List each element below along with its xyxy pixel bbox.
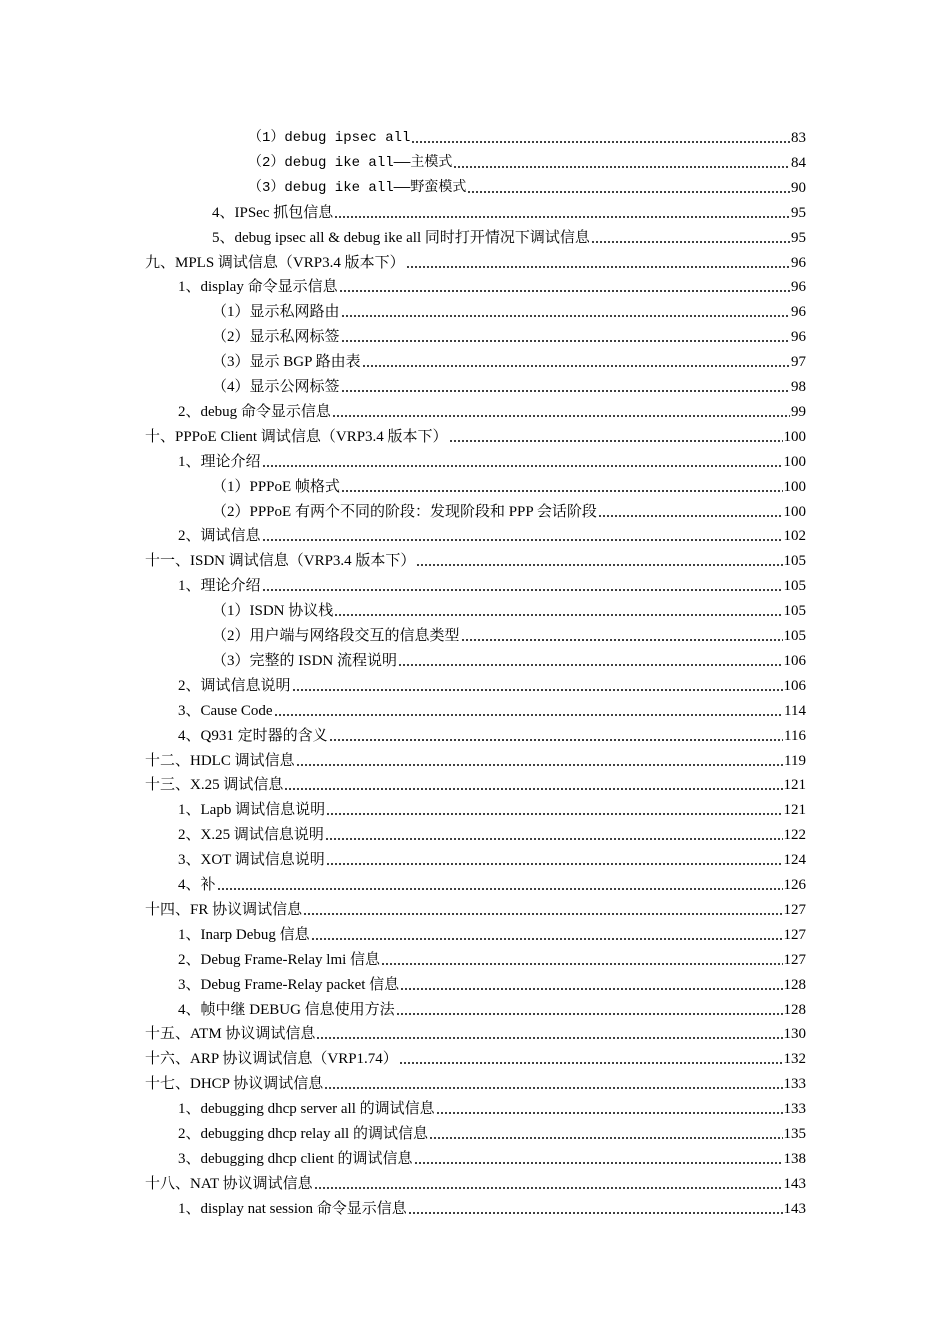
toc-entry-page-number: 105: [783, 553, 806, 569]
toc-entry[interactable]: [178, 572, 806, 596]
toc-entry-title: 4、帧中继 DEBUG 信息使用方法: [178, 1002, 395, 1018]
toc-entry[interactable]: [145, 771, 806, 795]
dot-leader: [591, 240, 790, 244]
toc-entry-title: 2、Debug Frame-Relay lmi 信息: [178, 952, 381, 968]
toc-entry-page-number: 102: [783, 528, 806, 544]
dot-leader: [429, 1136, 783, 1140]
toc-entry-title: （4）显示公网标签: [212, 379, 340, 395]
toc-entry-page-number: 105: [783, 603, 806, 619]
toc-entry-title: 十六、ARP 协议调试信息（VRP1.74）: [145, 1051, 398, 1067]
dot-leader: [341, 489, 783, 493]
dot-leader: [262, 464, 783, 468]
dot-leader: [414, 1161, 783, 1165]
toc-entry[interactable]: [178, 821, 806, 845]
toc-entry-page-number: 124: [783, 852, 806, 868]
toc-entry-page-number: 95: [791, 205, 806, 221]
toc-entry[interactable]: [145, 547, 806, 571]
toc-entry-page-number: 130: [783, 1026, 806, 1042]
dot-leader: [326, 862, 783, 866]
toc-entry-page-number: 138: [783, 1151, 806, 1167]
toc-entry[interactable]: [178, 722, 806, 746]
toc-entry-page-number: 100: [783, 454, 806, 470]
dot-leader: [316, 1036, 782, 1040]
toc-entry[interactable]: [178, 522, 806, 546]
dot-leader: [217, 887, 783, 891]
toc-entry[interactable]: [178, 448, 806, 472]
dot-leader: [303, 912, 782, 916]
dot-leader: [311, 937, 783, 941]
dot-leader: [274, 713, 783, 717]
toc-entry-title: 1、Lapb 调试信息说明: [178, 802, 326, 818]
toc-entry-page-number: 96: [791, 255, 806, 271]
dot-leader: [400, 987, 782, 991]
toc-entry-title: （1）ISDN 协议栈: [212, 603, 334, 619]
toc-entry-page-number: 121: [783, 802, 806, 818]
toc-entry[interactable]: [145, 1170, 806, 1194]
dot-leader: [292, 688, 783, 692]
toc-entry-page-number: 122: [783, 827, 806, 843]
toc-entry[interactable]: [248, 124, 806, 148]
toc-entry-title: 2、debug 命令显示信息: [178, 404, 331, 420]
toc-entry-title: 十四、FR 协议调试信息: [145, 902, 303, 918]
toc-entry-title: （2）debug ike all——主模式: [248, 155, 453, 171]
toc-entry-title: 1、理论介绍: [178, 578, 261, 594]
toc-entry[interactable]: [178, 871, 806, 895]
toc-entry-page-number: 127: [783, 952, 806, 968]
dot-leader: [324, 1086, 782, 1090]
dot-leader: [332, 414, 790, 418]
toc-entry[interactable]: [178, 921, 806, 945]
toc-entry[interactable]: [178, 846, 806, 870]
toc-entry-page-number: 106: [783, 653, 806, 669]
toc-entry-title: 十一、ISDN 调试信息（VRP3.4 版本下）: [145, 553, 416, 569]
dot-leader: [398, 663, 782, 667]
dot-leader: [326, 812, 782, 816]
dot-leader: [262, 588, 783, 592]
toc-entry-page-number: 96: [791, 329, 806, 345]
toc-entry[interactable]: [248, 174, 806, 198]
toc-entry-page-number: 114: [784, 703, 806, 719]
dot-leader: [449, 439, 783, 443]
toc-entry-page-number: 121: [783, 777, 806, 793]
toc-entry-title: 1、display 命令显示信息: [178, 279, 338, 295]
toc-entry-page-number: 97: [791, 354, 806, 370]
dot-leader: [334, 215, 790, 219]
toc-entry-page-number: 84: [791, 155, 806, 171]
toc-entry-page-number: 83: [791, 130, 806, 146]
toc-entry[interactable]: [212, 323, 806, 347]
toc-entry[interactable]: [178, 273, 806, 297]
dot-leader: [436, 1111, 783, 1115]
toc-entry[interactable]: [212, 473, 806, 497]
toc-entry[interactable]: [212, 199, 806, 223]
dot-leader: [411, 140, 790, 144]
dot-leader: [461, 638, 783, 642]
toc-entry[interactable]: [178, 996, 806, 1020]
toc-entry-title: 十二、HDLC 调试信息: [145, 753, 295, 769]
toc-entry-page-number: 128: [783, 1002, 806, 1018]
toc-entry-title: 4、IPSec 抓包信息: [212, 205, 334, 221]
toc-entry[interactable]: [178, 697, 806, 721]
toc-entry-page-number: 98: [791, 379, 806, 395]
toc-entry-title: （1）PPPoE 帧格式: [212, 479, 340, 495]
toc-entry-title: （3）完整的 ISDN 流程说明: [212, 653, 398, 669]
toc-entry-page-number: 96: [791, 304, 806, 320]
toc-entry-page-number: 127: [783, 927, 806, 943]
toc-entry[interactable]: [178, 672, 806, 696]
toc-entry-page-number: 100: [783, 504, 806, 520]
toc-entry-title: 2、debugging dhcp relay all 的调试信息: [178, 1126, 428, 1142]
toc-entry-title: 2、调试信息: [178, 528, 261, 544]
dot-leader: [399, 1061, 783, 1065]
toc-entry-title: 十三、X.25 调试信息: [145, 777, 284, 793]
dot-leader: [362, 364, 790, 368]
toc-entry-title: （1）显示私网路由: [212, 304, 340, 320]
toc-entry-title: 1、Inarp Debug 信息: [178, 927, 310, 943]
toc-entry[interactable]: [178, 1145, 806, 1169]
dot-leader: [284, 787, 782, 791]
toc-entry-title: 2、调试信息说明: [178, 678, 291, 694]
toc-entry[interactable]: [248, 149, 806, 173]
dot-leader: [408, 1211, 783, 1215]
toc-entry-title: （3）显示 BGP 路由表: [212, 354, 361, 370]
toc-entry[interactable]: [145, 423, 806, 447]
toc-entry-page-number: 116: [784, 728, 806, 744]
dot-leader: [314, 1186, 783, 1190]
toc-entry-title: 十五、ATM 协议调试信息: [145, 1026, 316, 1042]
dot-leader: [467, 190, 790, 194]
toc-entry[interactable]: [178, 946, 806, 970]
toc-entry-title: 4、补: [178, 877, 216, 893]
toc-entry[interactable]: [212, 298, 806, 322]
toc-entry-page-number: 100: [783, 479, 806, 495]
toc-entry-title: （2）PPPoE 有两个不同的阶段：发现阶段和 PPP 会话阶段: [212, 504, 597, 520]
toc-entry-title: 5、debug ipsec all & debug ike all 同时打开情况下调试信息: [212, 230, 590, 246]
toc-entry[interactable]: [212, 647, 806, 671]
dot-leader: [325, 837, 783, 841]
toc-entry[interactable]: [178, 1095, 806, 1119]
toc-entry-page-number: 96: [791, 279, 806, 295]
toc-entry-page-number: 105: [783, 578, 806, 594]
toc-entry[interactable]: [145, 1070, 806, 1094]
toc-entry-title: 十八、NAT 协议调试信息: [145, 1176, 313, 1192]
toc-entry-title: 2、X.25 调试信息说明: [178, 827, 324, 843]
toc-entry[interactable]: [145, 249, 806, 273]
dot-leader: [339, 289, 790, 293]
toc-entry-title: 九、MPLS 调试信息（VRP3.4 版本下）: [145, 255, 405, 271]
toc-entry-page-number: 100: [783, 429, 806, 445]
dot-leader: [381, 962, 782, 966]
dot-leader: [341, 389, 790, 393]
dot-leader: [296, 763, 783, 767]
toc-entry-title: （2）用户端与网络段交互的信息类型: [212, 628, 460, 644]
toc-entry[interactable]: [178, 1195, 806, 1219]
dot-leader: [598, 514, 783, 518]
toc-entry-page-number: 119: [784, 753, 806, 769]
toc-entry[interactable]: [212, 373, 806, 397]
toc-entry-title: 3、XOT 调试信息说明: [178, 852, 325, 868]
dot-leader: [262, 538, 783, 542]
dot-leader: [341, 339, 790, 343]
toc-entry-page-number: 95: [791, 230, 806, 246]
toc-entry-title: （3）debug ike all——野蛮模式: [248, 180, 467, 196]
toc-entry-title: 3、debugging dhcp client 的调试信息: [178, 1151, 413, 1167]
toc-entry-page-number: 143: [783, 1176, 806, 1192]
toc-entry[interactable]: [212, 622, 806, 646]
dot-leader: [416, 563, 782, 567]
dot-leader: [396, 1012, 783, 1016]
toc-entry-title: 1、display nat session 命令显示信息: [178, 1201, 407, 1217]
toc-entry-page-number: 133: [783, 1101, 806, 1117]
toc-entry[interactable]: [145, 1020, 806, 1044]
toc-entry[interactable]: [178, 398, 806, 422]
toc-entry[interactable]: [145, 1045, 806, 1069]
toc-entry[interactable]: [212, 224, 806, 248]
toc-entry-title: 1、debugging dhcp server all 的调试信息: [178, 1101, 435, 1117]
toc-entry-title: 1、理论介绍: [178, 454, 261, 470]
toc-entry[interactable]: [178, 796, 806, 820]
toc-entry[interactable]: [145, 896, 806, 920]
toc-entry-page-number: 106: [783, 678, 806, 694]
toc-entry-page-number: 127: [783, 902, 806, 918]
toc-entry[interactable]: [145, 747, 806, 771]
dot-leader: [329, 738, 783, 742]
toc-entry-page-number: 143: [783, 1201, 806, 1217]
toc-entry[interactable]: [212, 597, 806, 621]
toc-entry-page-number: 132: [783, 1051, 806, 1067]
toc-entry-title: 3、Cause Code: [178, 703, 273, 719]
toc-entry-title: 4、Q931 定时器的含义: [178, 728, 328, 744]
toc-entry-page-number: 99: [791, 404, 806, 420]
toc-entry-page-number: 135: [783, 1126, 806, 1142]
dot-leader: [341, 314, 790, 318]
toc-entry[interactable]: [212, 348, 806, 372]
dot-leader: [453, 165, 790, 169]
toc-entry[interactable]: [178, 1120, 806, 1144]
dot-leader: [334, 613, 782, 617]
toc-entry-page-number: 105: [783, 628, 806, 644]
toc-entry-title: 十、PPPoE Client 调试信息（VRP3.4 版本下）: [145, 429, 448, 445]
toc-entry-page-number: 90: [791, 180, 806, 196]
toc-entry-page-number: 133: [783, 1076, 806, 1092]
dot-leader: [406, 265, 790, 269]
toc-entry-title: （1）debug ipsec all: [248, 130, 411, 146]
toc-entry[interactable]: [178, 971, 806, 995]
toc-entry-page-number: 128: [783, 977, 806, 993]
toc-entry-page-number: 126: [783, 877, 806, 893]
toc-entry-title: （2）显示私网标签: [212, 329, 340, 345]
toc-entry[interactable]: [212, 498, 806, 522]
toc-entry-title: 十七、DHCP 协议调试信息: [145, 1076, 324, 1092]
toc-entry-title: 3、Debug Frame-Relay packet 信息: [178, 977, 400, 993]
